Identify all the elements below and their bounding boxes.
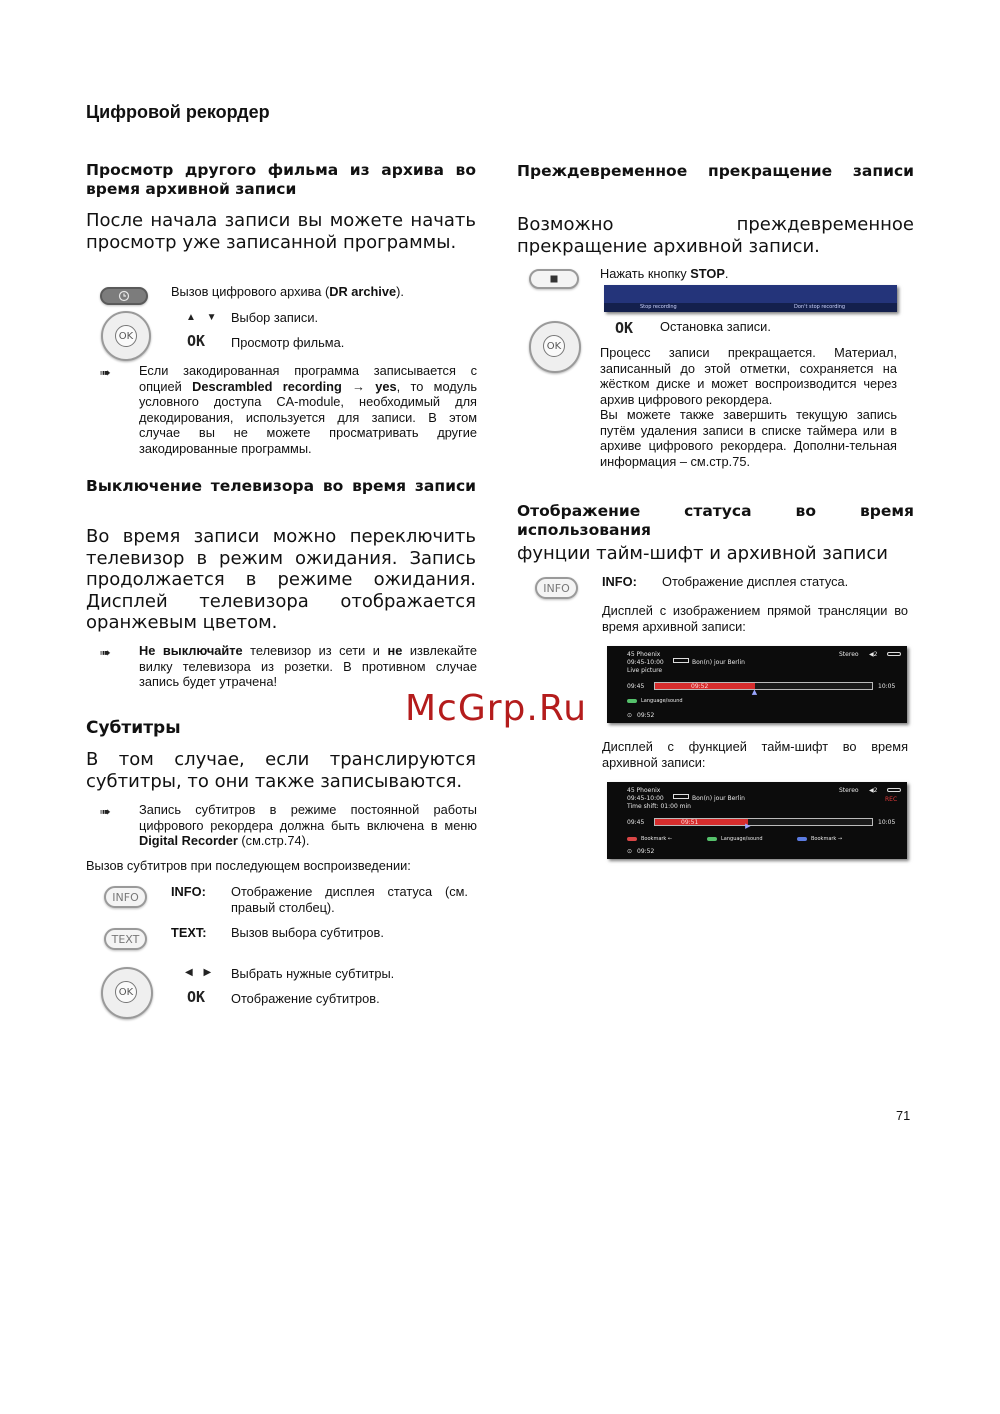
status-screen-live (607, 646, 907, 723)
ok-stop-desc: Остановка записи. (660, 319, 771, 334)
stop-recording-option[interactable]: Stop recording (640, 304, 677, 310)
archive-call-text: Вызов цифрового архива (DR archive). (171, 284, 404, 299)
screen-audio: Stereo (839, 651, 859, 658)
dpad-control[interactable] (101, 311, 151, 361)
screen-mode: Time shift: 01:00 min (627, 803, 691, 810)
note-arrow-icon: ➠ (100, 645, 111, 660)
lr-desc: Выбрать нужные субтитры. (231, 966, 395, 981)
page-number: 71 (896, 1108, 911, 1123)
screen-start: 09:45 (627, 683, 645, 690)
live-screen-caption: Дисплей с изображением прямой трансляции во время архивной записи: (602, 603, 908, 634)
note-arrow-icon: ➠ (100, 365, 111, 380)
blue-button-icon (797, 837, 807, 841)
clock-icon: ⊙ (627, 848, 633, 855)
screen-clock: 09:52 (637, 712, 655, 719)
speaker-icon: ◀2 (869, 651, 878, 658)
up-down-arrows-icon: ▲ ▼ (186, 312, 221, 323)
timeline-fill (655, 819, 748, 825)
green-button-icon (627, 699, 637, 703)
info-desc: Отображение дисплея статуса (см. правый столбец). (231, 884, 468, 915)
screen-start: 09:45 (627, 819, 645, 826)
clock-icon: ⊙ (627, 712, 633, 719)
note-descrambled: Если закодированная программа записывается с опцией Descrambled recording → yes, то модуль условного доступа CA-module, необходимый для декодирования, используется для записи. В этом случае вы не можете просматривать другие закодированные программы. (139, 363, 477, 456)
note-power: Не выключайте телевизор из сети и не извлекайте вилку телевизора из розетки. В противном случае запись будет утрачена! (139, 643, 477, 689)
section-heading-status: Отображение статуса во время использования (517, 502, 914, 539)
section-lead-watch-other: После начала записи вы можете начать просмотр уже записанной программы. (86, 210, 476, 253)
legend-bookmark-back: Bookmark ← (641, 836, 673, 842)
note-arrow-icon: ➠ (100, 804, 111, 819)
dpad-control[interactable] (529, 321, 581, 373)
section-lead-early-stop: Возможно преждевременное прекращение архивной записи. (517, 214, 914, 257)
stop-confirm-band (604, 303, 897, 312)
text-button[interactable]: TEXT (104, 928, 147, 950)
legend-language: Language/sound (641, 698, 683, 704)
ok-key-label: OK (187, 988, 206, 1006)
screen-time-range: 09:45-10:00 (627, 795, 664, 802)
screen-end: 10:05 (878, 683, 896, 690)
info-label: INFO: (171, 884, 206, 899)
position-marker-icon: ▶ (745, 822, 751, 830)
note-subtitles: Запись субтитров в режиме постоянной работы цифрового рекордера должна быть включена в меню Digital Recorder (см.стр.74). (139, 802, 477, 848)
stop-paragraph-2: Вы можете также завершить текущую запись путём удаления записи в списке таймера или в архиве цифрового рекордера. Дополни-тельная информация – см.стр.75. (600, 407, 897, 469)
section-heading-watch-other: Просмотр другого фильма из архива во время архивной записи (86, 161, 476, 198)
legend-bookmark-forward: Bookmark → (811, 836, 843, 842)
ok-desc: Отображение субтитров. (231, 991, 380, 1006)
dr-archive-button[interactable] (100, 287, 148, 305)
section-heading-early-stop: Преждевременное прекращение записи (517, 162, 914, 180)
ok-button[interactable]: OK (115, 981, 137, 1003)
arrows-desc: Выбор записи. (231, 310, 319, 325)
info-button[interactable]: INFO (535, 577, 578, 599)
stop-paragraph-1: Процесс записи прекращается. Материал, записанный до этой отметки, сохраняется на жёстком диске и может воспроизводится через архив цифрового рекордера. (600, 345, 897, 407)
screen-channel: 45 Phoenix (627, 651, 661, 658)
speaker-icon: ◀2 (869, 787, 878, 794)
stop-icon (550, 275, 558, 283)
timeline-current: 09:51 (681, 819, 699, 826)
timeline-bar (654, 682, 873, 690)
clock-icon (118, 290, 130, 302)
stop-confirm-screen (604, 285, 897, 312)
ok-key-label: OK (615, 319, 634, 337)
section-lead-subtitles: В том случае, если транслируются субтитры, то они также записываются. (86, 749, 476, 792)
screen-audio: Stereo (839, 787, 859, 794)
section-subheading-status: фунции тайм-шифт и архивной записи (517, 543, 888, 564)
timeline-bar (654, 818, 873, 826)
dont-stop-option[interactable]: Don't stop recording (794, 304, 846, 310)
stop-instruction: Нажать кнопку STOP. (600, 266, 729, 281)
ok-key-label: OK (187, 332, 206, 350)
watermark: McGrp.Ru (405, 688, 588, 729)
legend-language: Language/sound (721, 836, 763, 842)
screen-mode: Live picture (627, 667, 663, 674)
screen-time-range: 09:45-10:00 (627, 659, 664, 666)
info-status-desc: Отображение дисплея статуса. (662, 574, 849, 589)
green-button-icon (707, 837, 717, 841)
rec-indicator: REC (885, 796, 898, 803)
left-right-arrows-icon: ◀ ▶ (185, 967, 216, 978)
position-marker-icon: ▲ (751, 688, 758, 696)
screen-program: Bon(n) jour Berlin (692, 659, 745, 666)
screen-clock: 09:52 (637, 848, 655, 855)
screen-channel: 45 Phoenix (627, 787, 661, 794)
red-button-icon (627, 837, 637, 841)
ok-desc: Просмотр фильма. (231, 335, 345, 350)
info-button[interactable]: INFO (104, 886, 147, 908)
volume-icon (887, 652, 901, 656)
screen-small-progress (673, 794, 689, 799)
screen-program: Bon(n) jour Berlin (692, 795, 745, 802)
stop-button[interactable] (529, 269, 579, 289)
ok-button[interactable]: OK (543, 335, 565, 357)
section-heading-tv-off: Выключение телевизора во время записи (86, 477, 476, 495)
screen-small-progress (673, 658, 689, 663)
text-label: TEXT: (171, 925, 207, 940)
section-heading-subtitles: Субтитры (86, 718, 181, 738)
section-lead-tv-off: Во время записи можно переключить телевизор в режим ожидания. Запись продолжается в режиме ожидания. Дисплей телевизора отображается оранжевым цветом. (86, 526, 476, 633)
subtitles-call: Вызов субтитров при последующем воспроизведении: (86, 858, 411, 873)
status-screen-timeshift (607, 782, 907, 859)
ts-screen-caption: Дисплей с функцией тайм-шифт во время архивной записи: (602, 739, 908, 770)
dpad-control[interactable] (101, 967, 153, 1019)
info-label: INFO: (602, 574, 637, 589)
page-title: Цифровой рекордер (86, 102, 270, 122)
ok-button[interactable]: OK (115, 325, 137, 347)
timeline-current: 09:52 (691, 683, 709, 690)
screen-end: 10:05 (878, 819, 896, 826)
volume-icon (887, 788, 901, 792)
text-desc: Вызов выбора субтитров. (231, 925, 384, 940)
